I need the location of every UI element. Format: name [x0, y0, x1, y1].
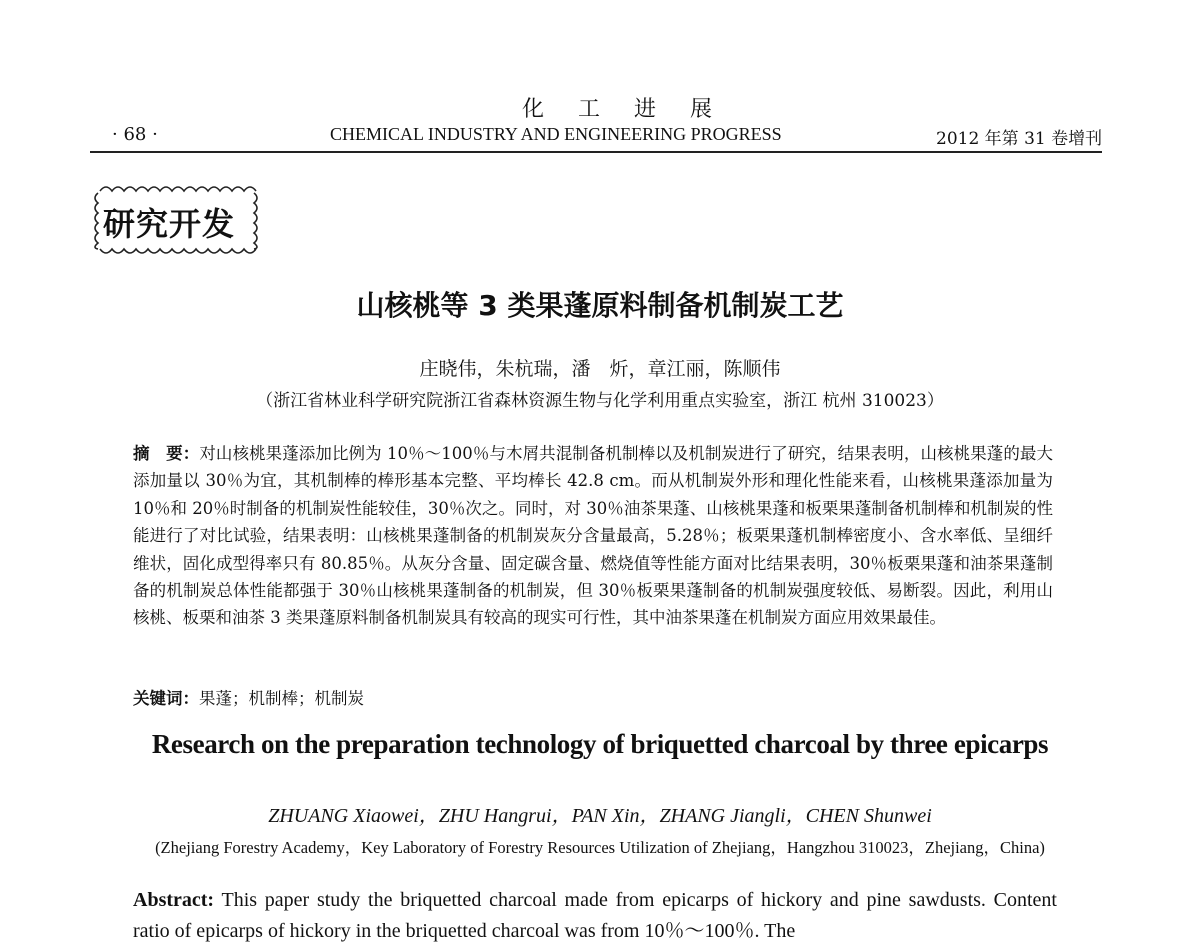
paper-title-cn: 山核桃等 3 类果蓬原料制备机制炭工艺 — [356, 289, 844, 322]
paper-title-en: Research on the preparation technology of briquetted charcoal by three epicarps — [151, 729, 1049, 759]
journal-title-cn: 化工进展 — [521, 97, 746, 122]
keywords-cn-label: 关键词： — [133, 689, 199, 708]
abstract-cn-label: 摘 要： — [133, 444, 200, 463]
abstract-en-text: This paper study the briquetted charcoal made from epicarps of hickory and pine sawdusts. Content ratio of epicarps of hickory in the briquetted charcoal was from 10％～100％. The — [133, 889, 1057, 942]
authors-en: ZHUANG Xiaowei，ZHU Hangrui，PAN Xin，ZHANG Jiangli，CHEN Shunwei — [268, 805, 932, 827]
affiliation-en: (Zhejiang Forestry Academy，Key Laboratory of Forestry Resources Utilization of Zhejiang，Hangzhou 310023，Zhejiang，China) — [155, 838, 1045, 857]
abstract-en-label: Abstract: — [133, 889, 215, 911]
abstract-en — [133, 885, 1057, 947]
column-badge — [90, 177, 260, 261]
issue-info: 2012 年第 31 卷增刊 — [936, 129, 1103, 149]
page-number: · 68 · — [112, 124, 158, 145]
header-rule — [90, 151, 1102, 153]
keywords-cn-text: 果蓬；机制棒；机制炭 — [199, 689, 364, 708]
abstract-cn — [133, 440, 1053, 632]
authors-cn: 庄晓伟，朱杭瑞，潘 炘，章江丽，陈顺伟 — [419, 358, 781, 380]
journal-title-en: CHEMICAL INDUSTRY AND ENGINEERING PROGRESS — [330, 124, 782, 144]
abstract-cn-text: 对山核桃果蓬添加比例为 10％～100％与木屑共混制备机制棒以及机制炭进行了研究，结果表明，山核桃果蓬的最大添加量以 30％为宜，其机制棒的棒形基本完整、平均棒长 42.8 cm。而从机制炭外形和理化性能来看，山核桃果蓬添加量为 10％和 20％时制备的机制炭性能较佳，30％次之。同时，对 30％油茶果蓬、山核桃果蓬和板栗果蓬制备机制棒和机制炭的性能进行了对比试验，结果表明：山核桃果蓬制备的机制炭灰分含量最高，5.28％；板栗果蓬机制棒密度小、含水率低、呈细纤维状，固化成型得率只有 80.85％。从灰分含量、固定碳含量、燃烧值等性能方面对比结果表明，30％板栗果蓬和油茶果蓬制备的机制炭总体性能都强于 30％山核桃果蓬制备的机制炭，但 30％板栗果蓬制备的机制炭强度较低、易断裂。因此，利用山核桃、板栗和油茶 3 类果蓬原料制备机制炭具有较高的现实可行性，其中油茶果蓬在机制炭方面应用效果最佳。 — [133, 444, 1054, 628]
column-badge-label: 研究开发 — [103, 205, 236, 243]
affiliation-cn: （浙江省林业科学研究院浙江省森林资源生物与化学利用重点实验室，浙江 杭州 310023） — [256, 391, 944, 411]
keywords-cn — [133, 685, 364, 709]
